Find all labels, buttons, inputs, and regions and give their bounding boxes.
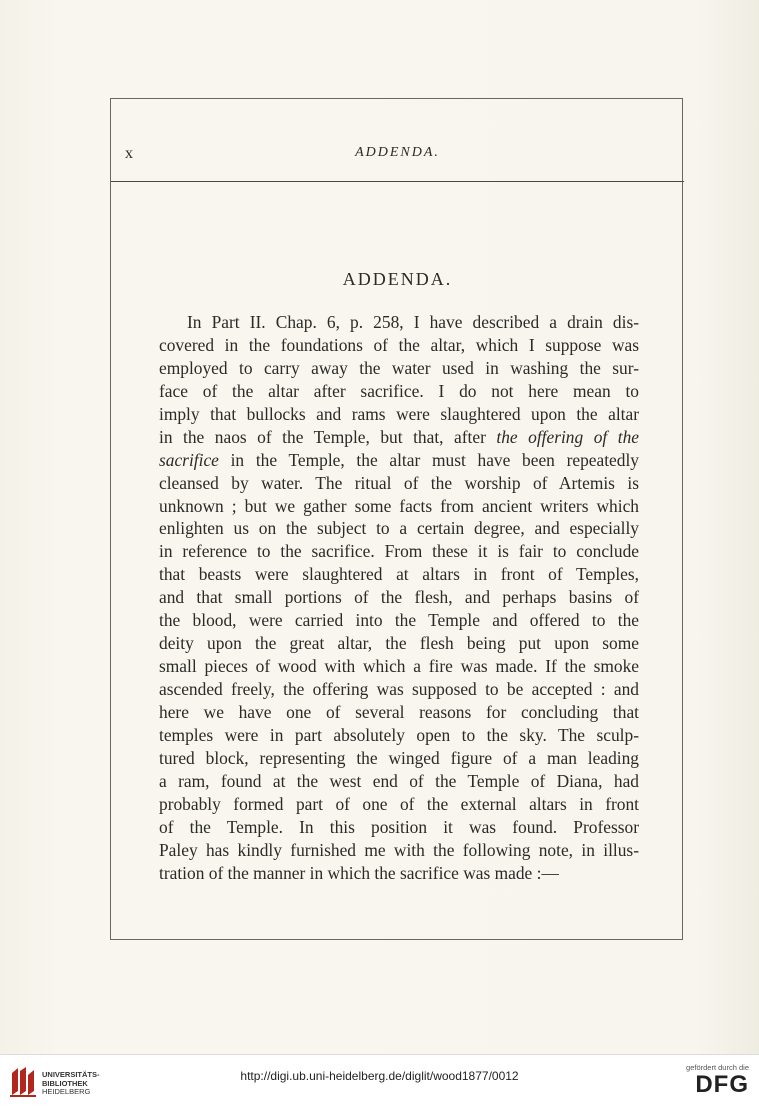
text-line: Paley has kindly furnished me with the following note, in illus- — [159, 839, 639, 860]
text-segment: in the Temple, the altar must have been repeatedly — [218, 449, 639, 470]
page-number: x — [125, 145, 134, 162]
italic-phrase: the offering of the — [496, 426, 639, 447]
text-line: imply that bullocks and rams were slaughtered upon the altar — [159, 403, 639, 424]
text-line: cleansed by water. The ritual of the worship of Artemis is — [159, 472, 639, 493]
text-line: ascended freely, the offering was supposed to be accepted : and — [159, 679, 639, 699]
text-line: of the Temple. In this position it was found. Professor — [159, 816, 639, 837]
running-head-title: ADDENDA. — [355, 145, 440, 160]
text-line: here we have one of several reasons for concluding that — [159, 701, 639, 722]
text-segment: in the naos of the Temple, but that, after — [159, 426, 497, 447]
text-line: enlighten us on the subject to a certain degree, and especially — [159, 518, 639, 539]
text-line — [159, 449, 639, 472]
text-line: face of the altar after sacrifice. I do not here mean to — [159, 380, 639, 401]
text-line: deity upon the great altar, the flesh being put upon some — [159, 633, 639, 654]
text-line: in reference to the sacrifice. From these it is fair to conclude — [159, 541, 639, 562]
text-line: that beasts were slaughtered at altars in front of Temples, — [159, 564, 639, 585]
text-line: In Part II. Chap. 6, p. 258, I have described a drain dis- — [187, 312, 639, 332]
italic-word: sacrifice — [159, 449, 219, 470]
page-frame — [110, 98, 683, 940]
permalink-url[interactable]: http://digi.ub.uni-heidelberg.de/diglit/wood1877/0012 — [240, 1069, 519, 1083]
text-line: small pieces of wood with which a fire was made. If the smoke — [159, 656, 639, 677]
library-line: HEIDELBERG — [42, 1087, 91, 1096]
body-paragraph — [159, 311, 639, 884]
running-head — [111, 139, 684, 179]
text-line: covered in the foundations of the altar, which I suppose was — [159, 334, 639, 355]
text-line — [159, 426, 639, 449]
head-rule — [111, 181, 684, 182]
text-line: and that small portions of the flesh, and perhaps basins of — [159, 587, 639, 608]
funder-name: DFG — [695, 1071, 749, 1098]
text-line: unknown ; but we gather some facts from ancient writers which — [159, 495, 639, 516]
text-line: a ram, found at the west end of the Temple of Diana, had — [159, 770, 639, 791]
library-line: BIBLIOTHEK — [42, 1078, 88, 1088]
text-line: tration of the manner in which the sacrifice was made :— — [159, 862, 559, 883]
text-line: probably formed part of one of the external altars in front — [159, 793, 639, 814]
viewer-footer — [0, 1054, 759, 1111]
text-line: the blood, were carried into the Temple and offered to the — [159, 610, 639, 631]
funder-logo[interactable] — [669, 1063, 749, 1105]
text-line: employed to carry away the water used in washing the sur- — [159, 357, 639, 378]
library-line: UNIVERSITÄTS- — [42, 1070, 100, 1079]
funding-note: gefördert durch die — [686, 1063, 749, 1072]
text-line: tured block, representing the winged figure of a man leading — [159, 747, 639, 768]
text-line: temples were in part absolutely open to the sky. The sculp- — [159, 724, 639, 745]
section-heading: ADDENDA. — [342, 269, 453, 289]
